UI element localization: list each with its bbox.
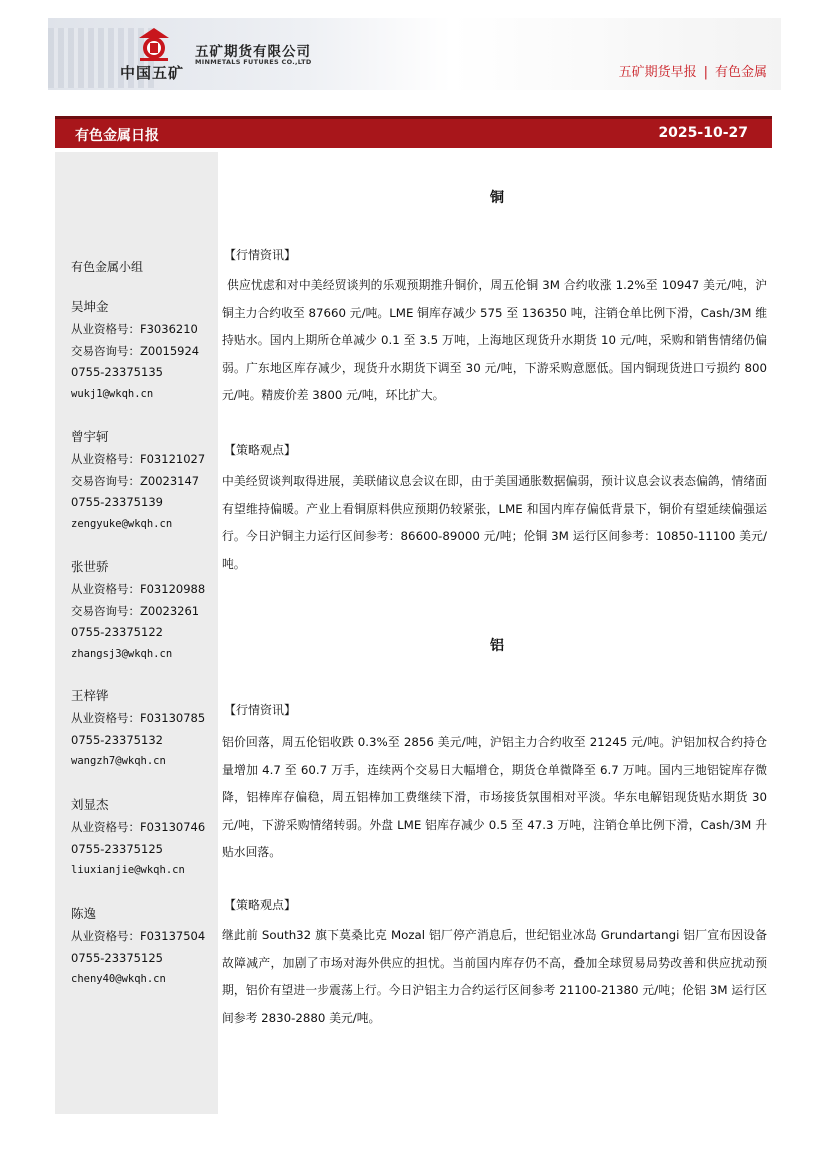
report-date: 2025-10-27	[658, 125, 748, 141]
market-info-label: 【行情资讯】	[224, 703, 297, 717]
aluminum-strategy-text: 继此前 South32 旗下莫桑比克 Mozal 铝厂停产消息后，世纪铝业冰岛 Grundartangi 铝厂宣布因设备故障减产，加剧了市场对海外供应的担忧。当前国内库存仍不高，叠加全球贸易局势改善和供应扰动预期，铝价有望进一步震荡上行。今日沪铝主力合约运行区间参考 21100-21380 元/吨；伦铝 3M 运行区间参考 2830-2880 美元/吨。	[222, 928, 767, 1025]
logo-text: 中国五矿	[120, 64, 185, 82]
analyst-email[interactable]: liuxianjie@wkqh.cn	[71, 864, 185, 877]
analyst-qualification: 从业资格号：F03137504	[71, 929, 206, 943]
aluminum-market-text: 铝价回落，周五伦铝收跌 0.3%至 2856 美元/吨，沪铝主力合约收至 21245 元/吨。沪铝加权合约持仓量增加 4.7 至 60.7 万手，连续两个交易日大幅增仓，期货仓单微降至 6.7 万吨。国内三地铝锭库存微降，铝棒库存偏稳，周五铝棒加工费继续下滑，市场接货氛围相对平淡。华东电解铝现货贴水期货 30 元/吨，下游采购情绪转弱。外盘 LME 铝库存减少 0.5 至 47.3 万吨，注销仓单比例下滑，Cash/3M 升贴水回落。	[222, 735, 767, 859]
analyst-qualification: 从业资格号：F03121027	[71, 452, 206, 466]
analyst-card	[71, 298, 221, 406]
analyst-qualification: 从业资格号：F3036210	[71, 322, 198, 336]
report-series-label	[619, 61, 767, 80]
analyst-card	[71, 558, 221, 666]
report-title: 有色金属日报	[75, 128, 159, 144]
market-info-label: 【行情资讯】	[224, 248, 297, 262]
analyst-email[interactable]: wukj1@wkqh.cn	[71, 388, 154, 401]
company-name-cn: 五矿期货有限公司	[195, 44, 311, 60]
analyst-name: 曾宇轲	[71, 429, 109, 444]
company-name-en: MINMETALS FUTURES CO.,LTD	[195, 58, 312, 66]
report-category: 有色金属	[714, 65, 767, 80]
analyst-phone: 0755-23375132	[71, 732, 163, 747]
analyst-consult-number: 交易咨询号：Z0015924	[71, 343, 200, 358]
analyst-card	[71, 796, 221, 882]
strategy-label: 【策略观点】	[224, 898, 297, 912]
section-title-copper: 铜	[490, 190, 504, 206]
analyst-card	[71, 428, 221, 536]
analyst-name: 王梓铧	[71, 688, 109, 703]
analyst-card	[71, 687, 221, 773]
analyst-email[interactable]: wangzh7@wkqh.cn	[71, 755, 166, 768]
analyst-phone: 0755-23375122	[71, 625, 163, 640]
report-header	[48, 18, 781, 90]
analyst-email[interactable]: zhangsj3@wkqh.cn	[71, 648, 173, 661]
copper-market-text: 供应忧虑和对中美经贸谈判的乐观预期推升铜价，周五伦铜 3M 合约收涨 1.2%至 10947 美元/吨，沪铜主力合约收至 87660 元/吨。LME 铜库存减少 575 至 136350 吨，注销仓单比例下滑，Cash/3M 维持贴水。国内上期所仓单减少 0.1 至 3.5 万吨，上海地区现货升水期货 10 元/吨，采购和销售情绪仍偏弱。广东地区库存减少，现货升水期货下调至 30 元/吨，下游采购意愿低。国内铜现货进口亏损约 800 元/吨。精废价差 3800 元/吨，环比扩大。	[222, 278, 767, 402]
analyst-email[interactable]: cheny40@wkqh.cn	[71, 973, 166, 986]
group-title: 有色金属小组	[71, 260, 144, 274]
analyst-name: 陈逸	[71, 906, 97, 921]
analyst-name: 刘显杰	[71, 797, 109, 812]
analyst-email[interactable]: zengyuke@wkqh.cn	[71, 518, 173, 531]
title-bar	[55, 116, 772, 148]
analyst-qualification: 从业资格号：F03120988	[71, 582, 206, 596]
copper-strategy-text: 中美经贸谈判取得进展，美联储议息会议在即，由于美国通胀数据偏弱，预计议息会议表态偏鸽，情绪面有望维持偏暖。产业上看铜原料供应预期仍较紧张，LME 和国内库存偏低背景下，铜价有望延续偏强运行。今日沪铜主力运行区间参考：86600-89000 元/吨；伦铜 3M 运行区间参考：10850-11100 美元/吨。	[222, 474, 767, 571]
analyst-phone: 0755-23375125	[71, 950, 163, 965]
analyst-card	[71, 905, 221, 991]
analyst-phone: 0755-23375135	[71, 365, 163, 380]
analyst-consult-number: 交易咨询号：Z0023261	[71, 603, 200, 618]
strategy-label: 【策略观点】	[224, 443, 297, 457]
minmetals-logo-icon	[136, 26, 172, 62]
analyst-sidebar	[55, 152, 218, 1114]
analyst-qualification: 从业资格号：F03130785	[71, 711, 206, 725]
analyst-name: 吴坤金	[71, 299, 109, 314]
analyst-phone: 0755-23375125	[71, 841, 163, 856]
analyst-phone: 0755-23375139	[71, 495, 163, 510]
header-separator: |	[703, 65, 708, 80]
report-series: 五矿期货早报	[618, 65, 697, 80]
analyst-qualification: 从业资格号：F03130746	[71, 820, 206, 834]
analyst-name: 张世骄	[71, 559, 109, 574]
section-title-aluminum: 铝	[490, 638, 504, 654]
analyst-consult-number: 交易咨询号：Z0023147	[71, 473, 200, 488]
